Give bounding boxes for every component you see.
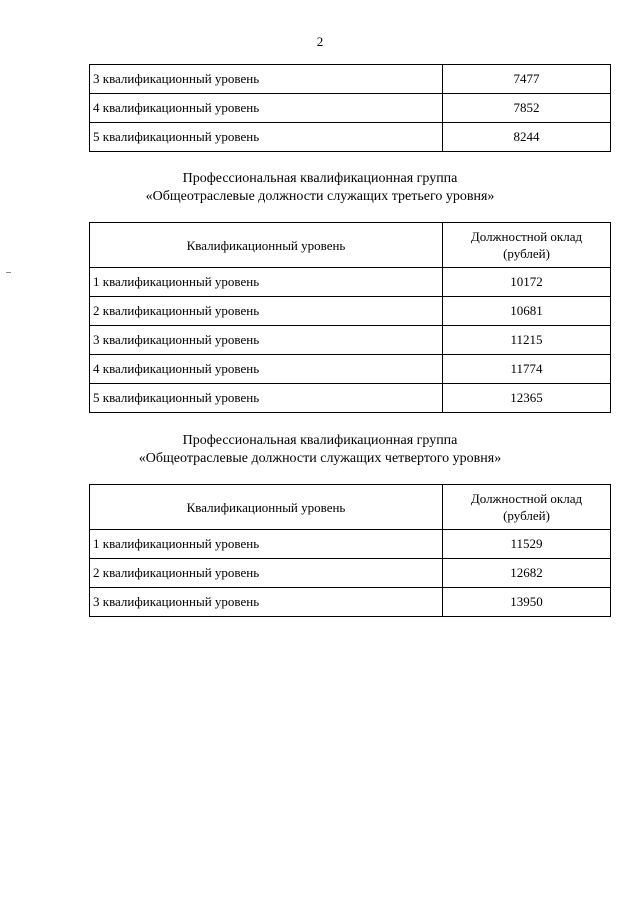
group-title-fourth-level <box>0 432 640 468</box>
table-row <box>90 94 611 123</box>
level-cell: 5 квалификационный уровень <box>90 123 443 152</box>
table-row <box>90 123 611 152</box>
salary-table-fourth-level <box>89 484 611 617</box>
salary-cell: 11774 <box>443 355 611 384</box>
group-title-line2: «Общеотраслевые должности служащих третьего уровня» <box>145 189 495 204</box>
salary-cell: 8244 <box>443 123 611 152</box>
table-row <box>90 326 611 355</box>
page-number: 2 <box>316 34 324 49</box>
level-cell: 4 квалификационный уровень <box>90 94 443 123</box>
level-cell: 5 квалификационный уровень <box>90 384 443 413</box>
header-salary-line1: Должностной оклад <box>470 491 583 506</box>
header-level: Квалификационный уровень <box>90 223 443 268</box>
table-header-row <box>90 485 611 530</box>
level-cell: 3 квалификационный уровень <box>90 588 443 617</box>
table-row <box>90 65 611 94</box>
margin-mark <box>6 272 11 273</box>
group-title-line1: Профессиональная квалификационная группа <box>182 171 458 186</box>
salary-table-third-level <box>89 222 611 413</box>
table-row <box>90 355 611 384</box>
level-cell: 3 квалификационный уровень <box>90 65 443 94</box>
table-row <box>90 559 611 588</box>
table-row <box>90 384 611 413</box>
salary-cell: 7852 <box>443 94 611 123</box>
salary-cell: 13950 <box>443 588 611 617</box>
level-cell: 2 квалификационный уровень <box>90 297 443 326</box>
header-salary <box>443 485 611 530</box>
header-salary-line2: (рублей) <box>503 508 550 523</box>
header-salary-line1: Должностной оклад <box>470 229 583 244</box>
group-title-line1: Профессиональная квалификационная группа <box>182 433 458 448</box>
salary-cell: 10172 <box>443 268 611 297</box>
table-header-row <box>90 223 611 268</box>
group-title-third-level <box>0 170 640 206</box>
level-cell: 3 квалификационный уровень <box>90 326 443 355</box>
salary-cell: 12365 <box>443 384 611 413</box>
header-level: Квалификационный уровень <box>90 485 443 530</box>
salary-cell: 11215 <box>443 326 611 355</box>
level-cell: 1 квалификационный уровень <box>90 268 443 297</box>
table-row <box>90 268 611 297</box>
group-title-line2: «Общеотраслевые должности служащих четвертого уровня» <box>138 451 502 466</box>
salary-cell: 12682 <box>443 559 611 588</box>
level-cell: 4 квалификационный уровень <box>90 355 443 384</box>
salary-cell: 7477 <box>443 65 611 94</box>
table-row <box>90 530 611 559</box>
table-row <box>90 297 611 326</box>
level-cell: 2 квалификационный уровень <box>90 559 443 588</box>
table-row <box>90 588 611 617</box>
salary-cell: 11529 <box>443 530 611 559</box>
salary-table-continuation <box>89 64 611 152</box>
header-salary-line2: (рублей) <box>503 246 550 261</box>
header-salary <box>443 223 611 268</box>
salary-cell: 10681 <box>443 297 611 326</box>
level-cell: 1 квалификационный уровень <box>90 530 443 559</box>
